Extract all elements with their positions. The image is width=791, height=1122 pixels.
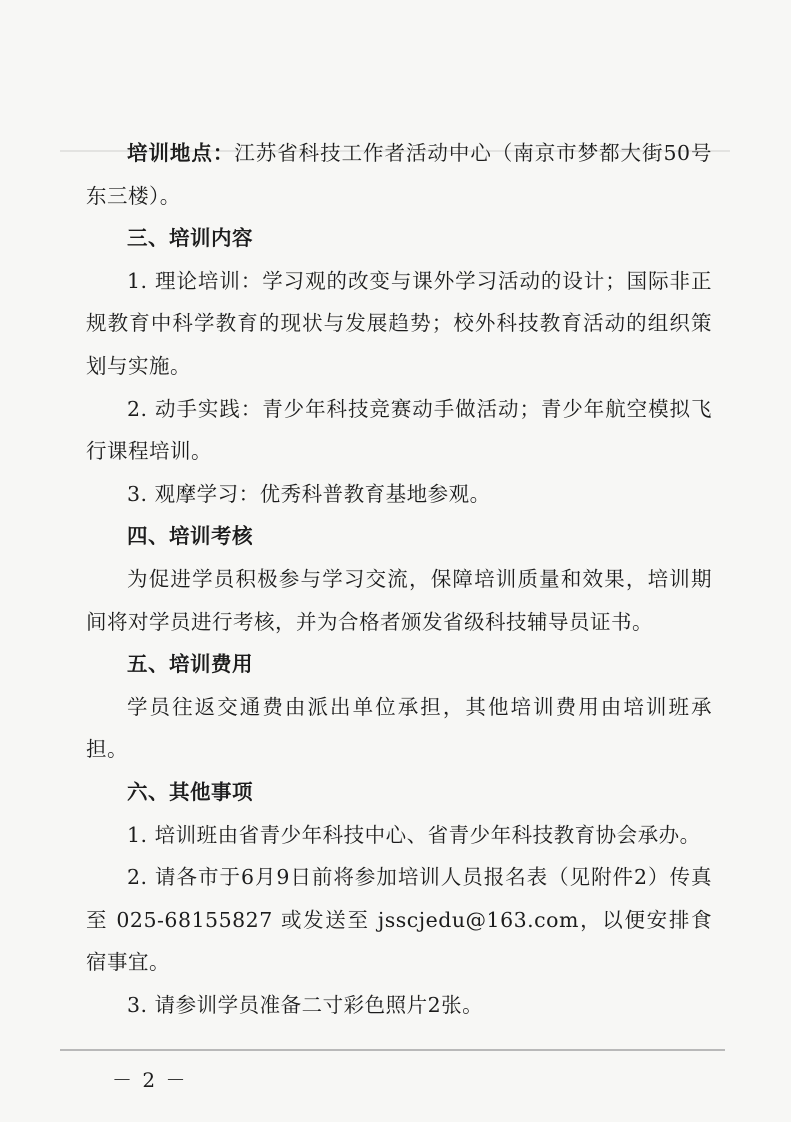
section-3-item-2: 2. 动手实践：青少年科技竞赛动手做活动；青少年航空模拟飞行课程培训。 [86,396,712,464]
section-4-heading: 四、培训考核 [127,524,253,549]
training-location-paragraph [86,132,712,217]
section-6-heading: 六、其他事项 [127,779,253,804]
section-5-heading: 五、培训费用 [127,652,253,677]
training-location-label: 培训地点： [127,141,235,165]
section-6-item-2: 2. 请各市于6月9日前将参加培训人员报名表（见附件2）传真至 025-68155827 或发送至 jsscjedu@163.com，以便安排食宿事宜。 [86,865,712,975]
section-4-paragraph: 为促进学员积极参与学习交流，保障培训质量和效果，培训期间将对学员进行考核，并为合格者颁发省级科技辅导员证书。 [86,566,712,634]
footer-divider [60,1049,725,1051]
section-6-item-3: 3. 请参训学员准备二寸彩色照片2张。 [127,992,484,1017]
page-number: － 2 － [112,1068,188,1092]
section-3-item-3: 3. 观摩学习：优秀科普教育基地参观。 [127,481,491,506]
section-6-item-1: 1. 培训班由省青少年科技中心、省青少年科技教育协会承办。 [127,822,701,847]
training-location-value: 江苏省科技工作者活动中心（南京市梦都大街50号东三楼）。 [86,141,712,208]
section-5-paragraph: 学员往返交通费由派出单位承担，其他培训费用由培训班承担。 [86,694,712,762]
document-body [86,132,712,1026]
section-3-heading: 三、培训内容 [127,226,253,251]
section-3-item-1: 1. 理论培训：学习观的改变与课外学习活动的设计；国际非正规教育中科学教育的现状与发展趋势；校外科技教育活动的组织策划与实施。 [86,268,712,378]
